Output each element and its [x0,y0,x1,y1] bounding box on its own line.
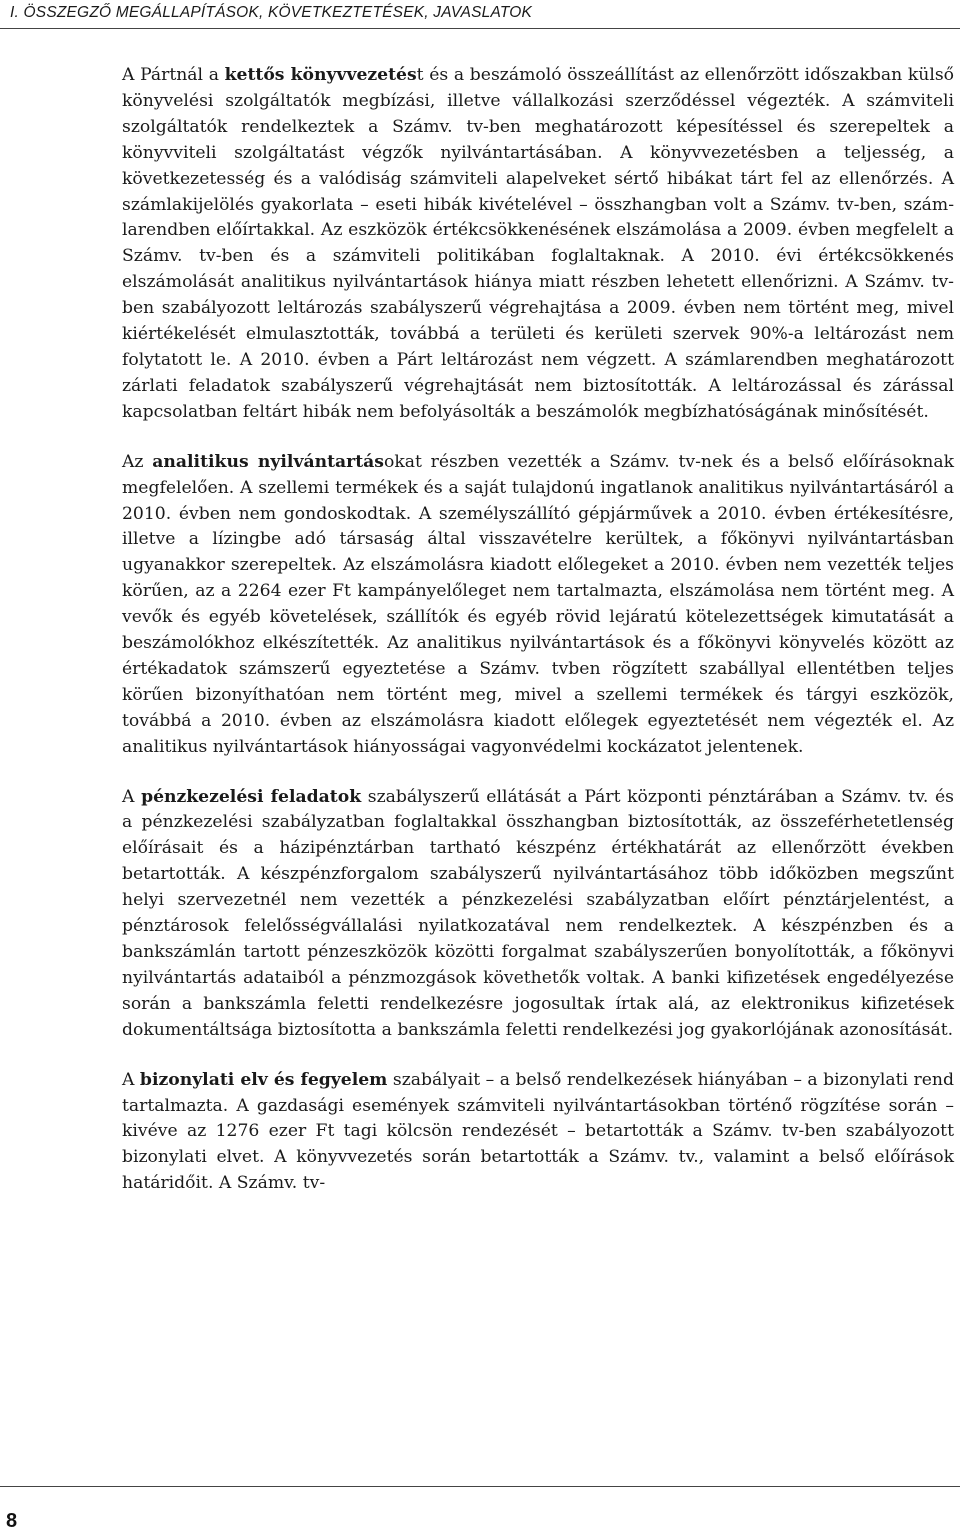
paragraph-document-discipline [122,1068,954,1198]
paragraph-text: szabályszerű ellátását a Párt központi pénztárában a Számv. tv. és a pénzkezelési szabályzatban foglaltakkal összhangban biztosították, az összeférhetetlenség előírásait és a házipénztárban tartható készpénz értékhatárát az ellenőrzött években betartották. A készpénzforgalom szabályszerű nyilvántartásához több időközben megszűnt helyi szervezetnél nem vezették a pénzkezelési szabályzatban előírt pénztárjelentést, a pénztárosok felelősségvállalási nyilatkozatával nem rendelkeztek. A készpénzben és a bankszámlán tartott pénzeszközök közötti forgalmat szabályszerűen bonyolították, a főkönyvi nyilvántartás adataiból a pénzmozgások követhetők voltak. A banki kifizetések engedélyezése során a bankszámla feletti rendelkezésre jogosultak írtak alá, az elektronikus kifizetések dokumentáltsága biztosította a bankszámla feletti rendelkezési jog gyakorlójának azonosítását. [122,786,954,1040]
bold-term: analitikus nyilvántartás [152,451,384,472]
paragraph-text: szabályait – a belső rendelkezések hiányában – a bizonylati rend tartalmazta. A gazdasági események számviteli nyilvántartásokban történő rögzítése során – kivéve az 1276 ezer Ft tagi kölcsön rendezését – betartották a Számv. tv-ben szabályozott bizonylati elvet. A könyvvezetés során betartották a Számv. tv., valamint a belső előírások határidőit. A Számv. tv- [122,1069,954,1194]
paragraph-text: okat részben vezették a Számv. tv-nek és a belső előírásoknak megfelelően. A szellemi termékek és a saját tulajdonú ingatlanok analitikus nyilvántartásáról a 2010. évben nem gondoskodtak. A személyszállító gépjárművek a 2010. évben értékesítésre, illetve a lízingbe adó társaság által visszavételre kerültek, a főkönyvi nyilvántartásban ugyanakkor szerepeltek. Az elszámolásra kiadott előlegeket a 2010. évben nem vezették teljes körűen, az a 2264 ezer Ft kampányelőleget nem tartalmazta, elszámolása nem történt meg. A vevők és egyéb követelések, szállítók és egyéb rövid lejáratú kötelezettségek kimutatását a beszámolókhoz elkészítették. Az analitikus nyilvántartások és a főkönyvi könyvelés között az értékadatok számszerű egyeztetése a Számv. tvben rögzített szabállyal ellentétben teljes körűen bizonyíthatóan nem történt meg, mivel a szellemi termékek és tárgyi eszközök, továbbá a 2010. évben az elszámolásra kiadott előlegek egyeztetését nem végezték el. Az analitikus nyilvántartások hiányosságai vagyonvédelmi kockázatot jelentenek. [122,451,955,757]
paragraph-analytical-records [122,450,954,761]
bold-term: pénzkezelési feladatok [141,786,362,807]
paragraph-text: Az [122,451,153,472]
document-body [122,63,954,1197]
page-number: 8 [6,1510,18,1532]
paragraph-double-entry [122,63,954,426]
paragraph-text: t és a beszámoló összeállítást az ellenőrzött időszakban külső könyvelési szolgáltatók megbízási, illetve vállalkozási szerződéssel végezték. A számviteli szolgáltatók rendelkeztek a Számv. tv-ben meghatározott képesítéssel és szerepeltek a könyvviteli szolgáltatást végzők nyilvántartásában. A könyvvezetésben a teljesség, a következetesség és a valódiság számviteli alapelveket sértő hibákat tárt fel az ellenőrzés. A számlakijelölés gyakorlata – eseti hibák kivételével – összhangban volt a Számv. tv-ben, számlarendben előírtakkal. Az eszközök értékcsökkenésének elszámolása a 2009. évben megfelelt a Számv. tv-ben és a számviteli politikában foglaltaknak. A 2010. évi értékcsökkenés elszámolását analitikus nyilvántartások hiánya miatt részben lehetett ellenőrizni. A Számv. tv-ben szabályozott leltározás szabályszerű végrehajtása a 2009. évben nem történt meg, mivel kiértékelését elmulasztották, továbbá a területi és kerületi szervek 90%-a leltározást nem folytatott le. A 2010. évben a Párt leltározást nem végzett. A számlarendben meghatározott zárlati feladatok szabályszerű végrehajtását nem biztosították. A leltározással és zárással kapcsolatban feltárt hibák nem befolyásolták a beszámolók megbízhatóságának minősítését. [122,65,955,422]
paragraph-spacer [122,761,954,785]
paragraph-spacer [122,426,954,450]
paragraph-text: A [122,1069,140,1090]
paragraph-cash-management [122,785,954,1044]
footer-divider [0,1486,960,1487]
chapter-title: I. ÖSSZEGZŐ MEGÁLLAPÍTÁSOK, KÖVETKEZTETÉSEK, JAVASLATOK [10,4,533,21]
header-divider [0,28,960,29]
paragraph-text: A Pártnál a [122,65,225,85]
bold-term: bizonylati elv és fegyelem [139,1069,388,1090]
paragraph-spacer [122,1044,954,1068]
page-header [0,0,960,30]
bold-term: kettős könyvvezetés [224,65,417,85]
paragraph-text: A [122,786,142,807]
